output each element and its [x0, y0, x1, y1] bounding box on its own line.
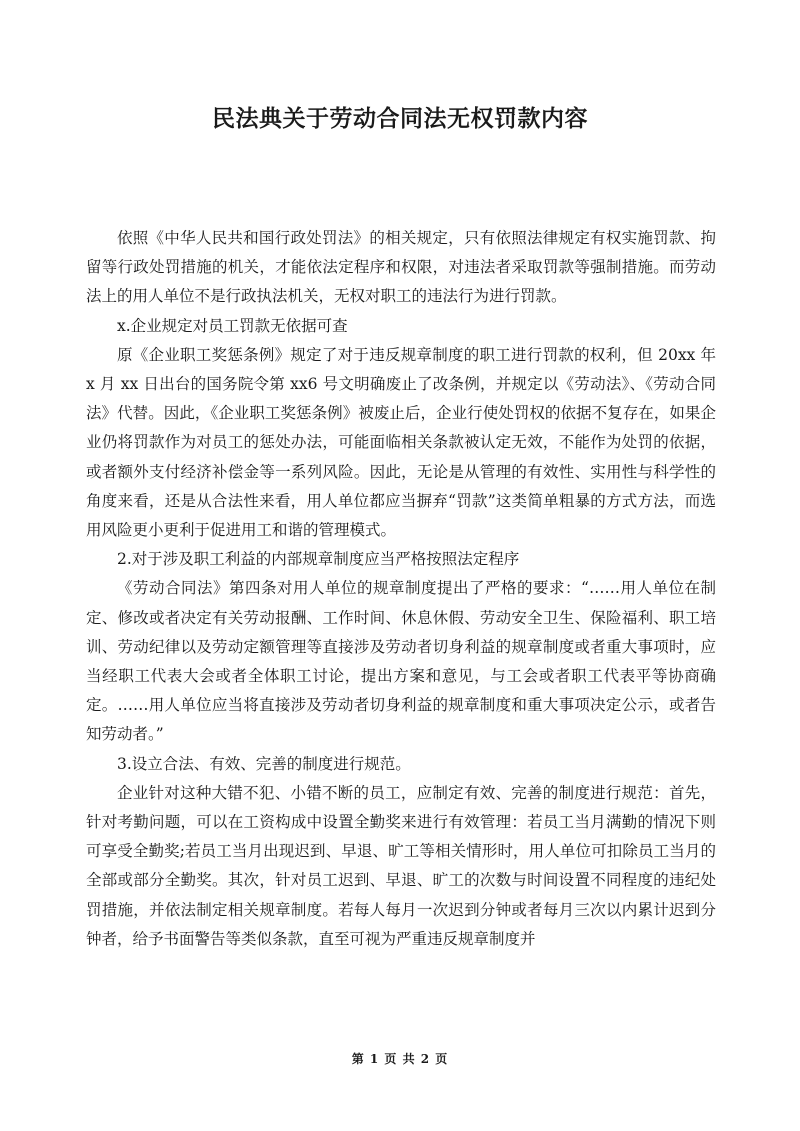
paragraph-intro: 依照《中华人民共和国行政处罚法》的相关规定，只有依照法律规定有权实施罚款、拘留等行政处罚措施的机关，才能依法定程序和权限，对违法者采取罚款等强制措施。而劳动法上的用人单位不是行政执法机关，无权对职工的违法行为进行罚款。	[86, 229, 716, 306]
paragraph-section-3: 企业针对这种大错不犯、小错不断的员工，应制定有效、完善的制度进行规范：首先，针对考勤问题，可以在工资构成中设置全勤奖来进行有效管理：若员工当月满勤的情况下则可享受全勤奖;若员工当月出现迟到、早退、旷工等相关情形时，用人单位可扣除员工当月的全部或部分全勤奖。其次，针对员工迟到、早退、旷工的次数与时间设置不同程度的违纪处罚措施，并依法制定相关规章制度。若每人每月一次迟到分钟或者每月三次以内累计迟到分钟者，给予书面警告等类似条款，直至可视为严重违反规章制度并	[86, 783, 716, 948]
section-heading-1: x.企业规定对员工罚款无依据可查	[117, 316, 348, 335]
paragraph-section-2: 《劳动合同法》第四条对用人单位的规章制度提出了严格的要求：“……用人单位在制定、修改或者决定有关劳动报酬、工作时间、休息休假、劳动安全卫生、保险福利、职工培训、劳动纪律以及劳动定额管理等直接涉及劳动者切身利益的规章制度或者重大事项时，应当经职工代表大会或者全体职工讨论，提出方案和意见，与工会或者职工代表平等协商确定。……用人单位应当将直接涉及劳动者切身利益的规章制度和重大事项决定公示，或者告知劳动者。”	[86, 579, 716, 744]
section-heading-3: 3.设立合法、有效、完善的制度进行规范。	[117, 754, 411, 773]
paragraph-section-1: 原《企业职工奖惩条例》规定了对于违反规章制度的职工进行罚款的权利，但 20xx 年 x 月 xx 日出台的国务院令第 xx6 号文明确废止了改条例，并规定以《劳动法》、《劳动合同法》代替。因此，《企业职工奖惩条例》被废止后，企业行使处罚权的依据不复存在，如果企业仍将罚款作为对员工的惩处办法，可能面临相关条款被认定无效，不能作为处罚的依据，或者额外支付经济补偿金等一系列风险。因此，无论是从管理的有效性、实用性与科学性的角度来看，还是从合法性来看，用人单位都应当摒弃“罚款”这类简单粗暴的方式方法，而选用风险更小更利于促进用工和谐的管理模式。	[86, 345, 716, 540]
page-title: 民法典关于劳动合同法无权罚款内容	[212, 106, 588, 132]
document-body	[86, 224, 716, 954]
section-heading-2: 2.对于涉及职工利益的内部规章制度应当严格按照法定程序	[117, 550, 520, 569]
page-number-footer: 第 1 页 共 2 页	[351, 1052, 449, 1066]
